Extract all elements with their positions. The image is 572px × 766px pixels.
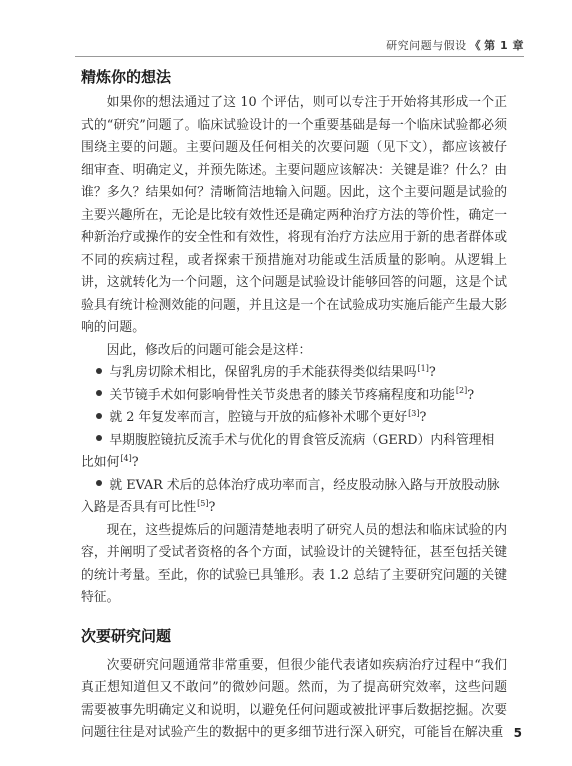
header-rule (75, 56, 524, 57)
running-header (386, 37, 524, 53)
page-body (81, 66, 507, 745)
header-separator: 《 (469, 39, 482, 52)
list-item: 就 2 年复发率而言，腔镜与开放的疝修补术哪个更好[3]? (81, 407, 507, 430)
page-number: 5 (513, 726, 522, 740)
question-list (81, 362, 507, 520)
bullet-icon (96, 413, 102, 419)
bullet-icon (96, 435, 102, 441)
bullet-icon (96, 368, 102, 374)
paragraph-revised-question-lead: 因此，修改后的问题可能会是这样： (106, 342, 312, 358)
bullet-icon (96, 390, 102, 396)
list-item: 就 EVAR 术后的总体治疗成功率而言，经皮股动脉入路与开放股动脉入路是否具有可比性[5]? (81, 477, 500, 515)
list-item: 与乳房切除术相比，保留乳房的手术能获得类似结果吗[1]? (81, 362, 507, 385)
paragraph-summary: 现在，这些提炼后的问题清楚地表明了研究人员的想法和临床试验的内容，并阐明了受试者资格的各个方面，试验设计的关键特征，甚至包括关键的统计考量。至此，你的试验已具雏形。表 1.2 总结了主要研究问题的关键特征。 (81, 522, 507, 605)
paragraph-intro: 如果你的想法通过了这 10 个评估，则可以专注于开始将其形成一个正式的“研究”问题了。临床试验设计的一个重要基础是每一个临床试验都必须围绕主要的问题。主要问题及任何相关的次要问题（见下文），都应该被仔细审查、明确定义，并预先陈述。主要问题应该解决：关键是谁？什么？由谁？多久？结果如何？清晰简洁地输入问题。因此，这个主要问题是试验的主要兴趣所在，无论是比较有效性还是确定两种治疗方法的等价性，确定一种新治疗或操作的安全性和有效性，将现有治疗方法应用于新的患者群体或不同的疾病过程，或者探索干预措施对功能或生活质量的影响。从逻辑上讲，这就转化为一个问题，这个问题是试验设计能够回答的问题，这是个试验具有统计检测效能的问题，并且这是一个在试验成功实施后能产生最大影响的问题。 (81, 95, 507, 335)
header-chapter: 第 1 章 (484, 39, 524, 52)
bullet-icon (96, 480, 102, 486)
list-item: 关节镜手术如何影响骨性关节炎患者的膝关节疼痛程度和功能[2]? (81, 385, 507, 408)
section-heading-secondary-questions: 次要研究问题 (81, 626, 172, 645)
paragraph-secondary: 次要研究问题通常非常重要，但很少能代表诸如疾病治疗过程中“我们真正想知道但又不敢问”的微妙问题。然而，为了提高研究效率，这些问题需要被事先明确定义和说明，以避免任何问题或被批评事后数据挖掘。次要问题往往是对试验产生的数据中的更多细节进行深入研究，可能旨在解决重 (81, 657, 507, 740)
list-item: 早期腹腔镜抗反流手术与优化的胃食管反流病（GERD）内科管理相比如何[4]? (81, 432, 495, 470)
section-heading-refine-idea: 精炼你的想法 (81, 68, 172, 86)
header-section-title: 研究问题与假设 (386, 39, 467, 52)
